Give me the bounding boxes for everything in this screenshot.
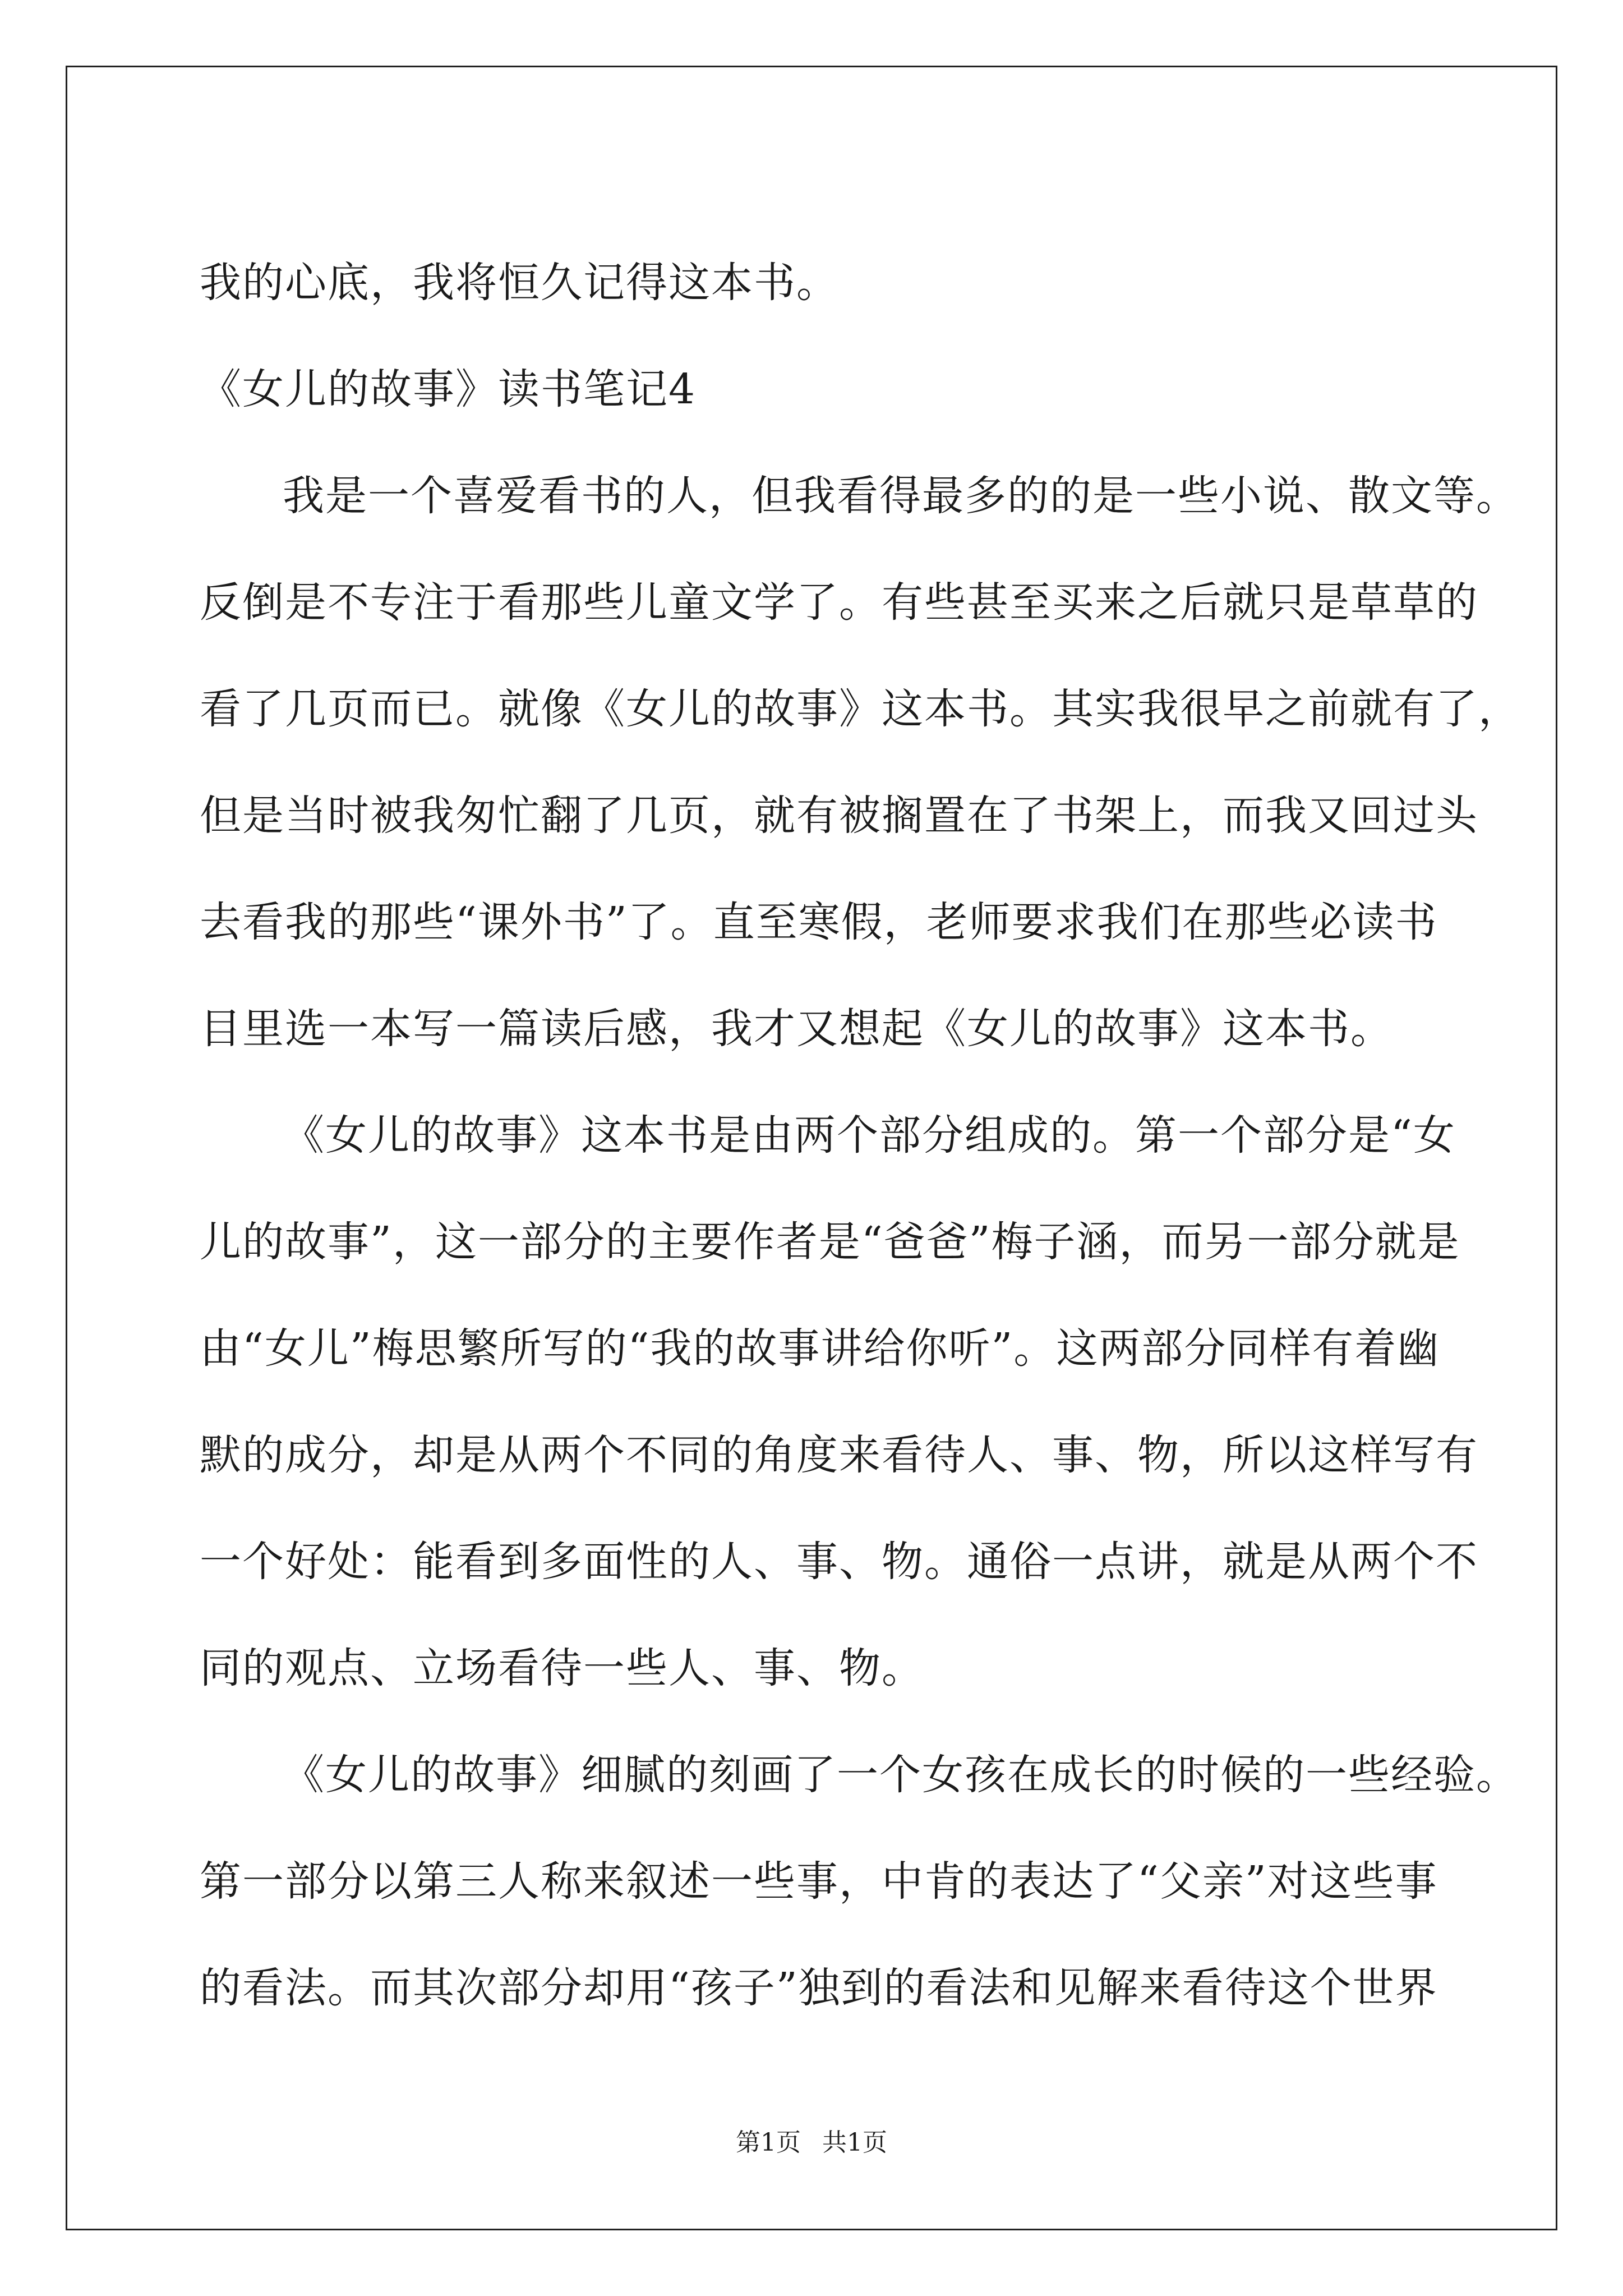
paragraph-line: 同的观点、立场看待一些人、事、物。 — [200, 1644, 924, 1692]
section-heading: 《女儿的故事》读书笔记4 — [200, 365, 697, 413]
paragraph-line: 的看法。而其次部分却用“孩子”独到的看法和见解来看待这个世界 — [200, 1964, 1438, 2012]
document-body — [200, 213, 1521, 2067]
page-total: 共1页 — [822, 2128, 887, 2157]
paragraph-line: 一个好处：能看到多面性的人、事、物。通俗一点讲，就是从两个不 — [200, 1538, 1478, 1586]
paragraph-line: 默的成分，却是从两个不同的角度来看待人、事、物，所以这样写有 — [200, 1431, 1478, 1479]
paragraph-line: 由“女儿”梅思繁所写的“我的故事讲给你听”。这两部分同样有着幽 — [200, 1324, 1440, 1373]
paragraph-line: 第一部分以第三人称来叙述一些事，中肯的表达了“父亲”对这些事 — [200, 1857, 1438, 1906]
paragraph-line: 我是一个喜爱看书的人，但我看得最多的的是一些小说、散文等。 — [283, 472, 1519, 520]
paragraph-line: 目里选一本写一篇读后感，我才又想起《女儿的故事》这本书。 — [200, 1005, 1393, 1053]
page-footer — [0, 2126, 1623, 2160]
paragraph-line: 去看我的那些“课外书”了。直至寒假，老师要求我们在那些必读书 — [200, 898, 1438, 946]
paragraph-line: 儿的故事”，这一部分的主要作者是“爸爸”梅子涵，而另一部分就是 — [200, 1218, 1460, 1266]
paragraph-line: 《女儿的故事》细腻的刻画了一个女孩在成长的时候的一些经验。 — [283, 1751, 1519, 1799]
paragraph-line: 看了几页而已。就像《女儿的故事》这本书。其实我很早之前就有了， — [200, 685, 1521, 733]
page-number: 第1页 — [736, 2128, 801, 2157]
text-line: 我的心底，我将恒久记得这本书。 — [200, 259, 839, 307]
paragraph-line: 但是当时被我匆忙翻了几页，就有被搁置在了书架上，而我又回过头 — [200, 792, 1478, 840]
paragraph-line: 《女儿的故事》这本书是由两个部分组成的。第一个部分是“女 — [283, 1111, 1456, 1159]
paragraph-line: 反倒是不专注于看那些儿童文学了。有些甚至买来之后就只是草草的 — [200, 578, 1478, 627]
